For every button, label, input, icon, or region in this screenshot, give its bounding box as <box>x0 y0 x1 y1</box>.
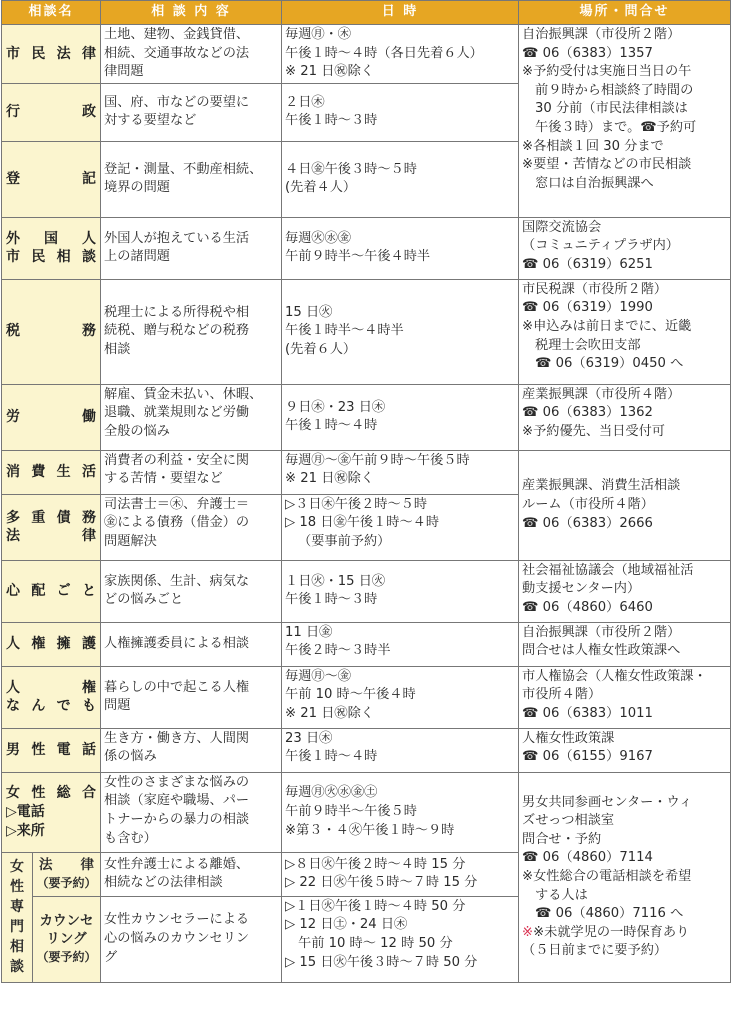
row-datetime: 11 日㊎ 午後２時～３時半 <box>282 622 519 666</box>
place-dansei: 人権女性政策課 ☎ 06（6155）9167 <box>519 728 731 772</box>
place-jinken-yogo: 自治振興課（市役所２階） 問合せは人権女性政策課へ <box>519 622 731 666</box>
row-datetime: 毎週㊊～㊎ 午前 10 時～午後４時 ※ 21 日㊗除く <box>282 666 519 728</box>
row-name-shimin: 市 民 法 律 <box>2 25 101 84</box>
childcare-note: ※未就学児の一時保育あり <box>533 924 690 940</box>
row-name-jinken-nandemo: 人 権 な ん で も <box>2 666 101 728</box>
row-content: 登記・測量、不動産相続、 境界の問題 <box>101 141 282 217</box>
row-datetime: ２日㊍ 午後１時～３時 <box>282 83 519 141</box>
row-name-horitsu: 法 律 （要予約） <box>33 852 101 896</box>
row-name-counsel: カウンセ リング （要予約） <box>33 896 101 982</box>
row-datetime: 毎週㊊㊋㊌㊎㊏ 午前９時半～午後５時 ※第３・４㊋午後１時～９時 <box>282 772 519 852</box>
row-datetime: ▷１日㊋午後１時～４時 50 分 ▷ 12 日㊏・24 日㊍ 午前 10 時～ 12 時 50 分 ▷ 15 日㊋午後３時～７時 50 分 <box>282 896 519 982</box>
table-row <box>2 560 731 622</box>
consultation-table <box>1 0 731 983</box>
row-content: 女性のさまざまな悩みの 相談（家庭や職場、パー トナーからの暴力の相談 も含む） <box>101 772 282 852</box>
row-name-gaikoku: 外 国 人 市 民 相 談 <box>2 217 101 279</box>
table-row <box>2 772 731 852</box>
row-content: 消費者の利益・安全に関 する苦情・要望など <box>101 450 282 494</box>
row-name-shinpai: 心 配 ご と <box>2 560 101 622</box>
table-row <box>2 450 731 494</box>
row-content: 土地、建物、金銭貸借、 相続、交通事故などの法 律問題 <box>101 25 282 84</box>
table-row <box>2 25 731 84</box>
row-datetime: ９日㊍・23 日㊍ 午後１時～４時 <box>282 384 519 450</box>
row-name-toki: 登 記 <box>2 141 101 217</box>
table-row <box>2 384 731 450</box>
row-datetime: 毎週㊊～㊎午前９時～午後５時 ※ 21 日㊗除く <box>282 450 519 494</box>
row-name-dansei: 男 性 電 話 <box>2 728 101 772</box>
row-content: 国、府、市などの要望に 対する要望など <box>101 83 282 141</box>
row-datetime: 15 日㊋ 午後１時半～４時半 (先着６人） <box>282 279 519 384</box>
place-gaikoku: 国際交流協会 （コミュニティプラザ内） ☎ 06（6319）6251 <box>519 217 731 279</box>
row-content: 解雇、賃金未払い、休暇、 退職、就業規則など労働 全般の悩み <box>101 384 282 450</box>
row-content: 外国人が抱えている生活 上の諸問題 <box>101 217 282 279</box>
place-rodo: 産業振興課（市役所４階） ☎ 06（6383）1362 ※予約優先、当日受付可 <box>519 384 731 450</box>
row-content: 司法書士＝㊍、弁護士＝ ㊎による債務（借金）の 問題解決 <box>101 494 282 560</box>
table-row <box>2 622 731 666</box>
row-datetime: 毎週㊊・㊍ 午後１時～４時（各日先着６人） ※ 21 日㊗除く <box>282 25 519 84</box>
row-datetime: ▷３日㊍午後２時～５時 ▷ 18 日㊎午後１時～４時 （要事前予約） <box>282 494 519 560</box>
row-content: 女性カウンセラーによる 心の悩みのカウンセリン グ <box>101 896 282 982</box>
row-datetime: ▷８日㊋午後２時～４時 15 分 ▷ 22 日㊋午後５時～７時 15 分 <box>282 852 519 896</box>
row-content: 家族関係、生計、病気な どの悩みごと <box>101 560 282 622</box>
row-name-jinken-yogo: 人 権 擁 護 <box>2 622 101 666</box>
row-datetime: 23 日㊍ 午後１時～４時 <box>282 728 519 772</box>
row-name-zei: 税 務 <box>2 279 101 384</box>
row-name-rodo: 労 働 <box>2 384 101 450</box>
header-datetime: 日 時 <box>282 1 519 25</box>
row-name-gyosei: 行 政 <box>2 83 101 141</box>
row-name-shohi: 消 費 生 活 <box>2 450 101 494</box>
place-josei: 男女共同参画センター・ウィ ズせっつ相談室 問合せ・予約 ☎ 06（4860）7114 ※女性総合の電話相談を希望 する人は ☎ 06（4860）7116 へ ※※未就学児の一時保育あり （５日前までに要予約） <box>519 772 731 982</box>
row-content: 生き方・働き方、人間関 係の悩み <box>101 728 282 772</box>
place-jichi: 自治振興課（市役所２階） ☎ 06（6383）1357 ※予約受付は実施日当日の午 前９時から相談終了時間の 30 分前（市民法律相談は 午後３時）まで。☎予約可 ※各相談１回 30 分まで ※要望・苦情などの市民相談 窓口は自治振興課へ <box>519 25 731 218</box>
row-name-josei-sogo: 女 性 総 合 ▷電話 ▷来所 <box>2 772 101 852</box>
place-zei: 市民税課（市役所２階） ☎ 06（6319）1990 ※申込みは前日までに、近畿 税理士会吹田支部 ☎ 06（6319）0450 へ <box>519 279 731 384</box>
header-row <box>2 1 731 25</box>
table-row <box>2 728 731 772</box>
header-content: 相 談 内 容 <box>101 1 282 25</box>
row-datetime: 毎週㊋㊌㊎ 午前９時半～午後４時半 <box>282 217 519 279</box>
row-content: 女性弁護士による離婚、 相続などの法律相談 <box>101 852 282 896</box>
table-row <box>2 279 731 384</box>
row-content: 暮らしの中で起こる人権 問題 <box>101 666 282 728</box>
row-content: 税理士による所得税や相 続税、贈与税などの税務 相談 <box>101 279 282 384</box>
place-jinken-nandemo: 市人権協会（人権女性政策課・ 市役所４階） ☎ 06（6383）1011 <box>519 666 731 728</box>
header-place: 場所・問合せ <box>519 1 731 25</box>
table-row <box>2 666 731 728</box>
place-sangyo: 産業振興課、消費生活相談 ルーム（市役所４階） ☎ 06（6383）2666 <box>519 450 731 560</box>
row-name-taju: 多 重 債 務 法 律 <box>2 494 101 560</box>
row-name-josei-senmon: 女 性 専 門 相 談 <box>2 852 33 982</box>
note-mark: ※ <box>522 924 534 940</box>
place-shinpai: 社会福祉協議会（地域福祉活 動支援センター内） ☎ 06（4860）6460 <box>519 560 731 622</box>
table-row <box>2 217 731 279</box>
row-datetime: ４日㊎午後３時～５時 (先着４人） <box>282 141 519 217</box>
row-datetime: １日㊋・15 日㊋ 午後１時～３時 <box>282 560 519 622</box>
row-content: 人権擁護委員による相談 <box>101 622 282 666</box>
header-name: 相談名 <box>2 1 101 25</box>
